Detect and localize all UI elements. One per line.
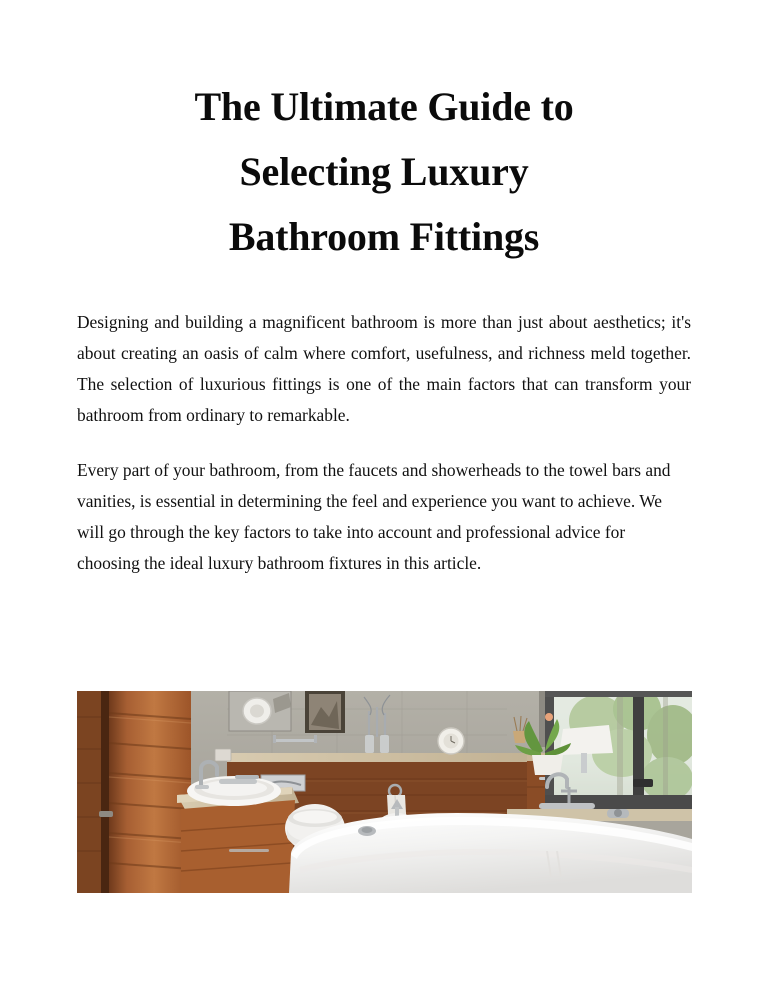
document-content xyxy=(77,0,691,579)
page-title-line-1: The Ultimate Guide to xyxy=(194,84,574,129)
body-text xyxy=(77,307,691,579)
page-title xyxy=(77,0,691,269)
page-title-line-3: Bathroom Fittings xyxy=(228,214,540,259)
paragraph-1: Designing and building a magnificent bathroom is more than just about aesthetics; it's about creating an oasis of calm where comfort, usefulness, and richness meld together. The selection of luxurious fittings is one of the main factors that can transform your bathroom from ordinary to remarkable. xyxy=(77,312,691,425)
luxury-bathroom-photo xyxy=(77,691,692,893)
bathroom-illustration xyxy=(77,691,692,893)
paragraph-2: Every part of your bathroom, from the faucets and showerheads to the towel bars and vanities, is essential in determining the feel and experience you want to achieve. We will go through the key factors to take into account and professional advice for choosing the ideal luxury bathroom fixtures in this article. xyxy=(77,460,671,573)
page-title-line-2: Selecting Luxury xyxy=(239,149,529,194)
